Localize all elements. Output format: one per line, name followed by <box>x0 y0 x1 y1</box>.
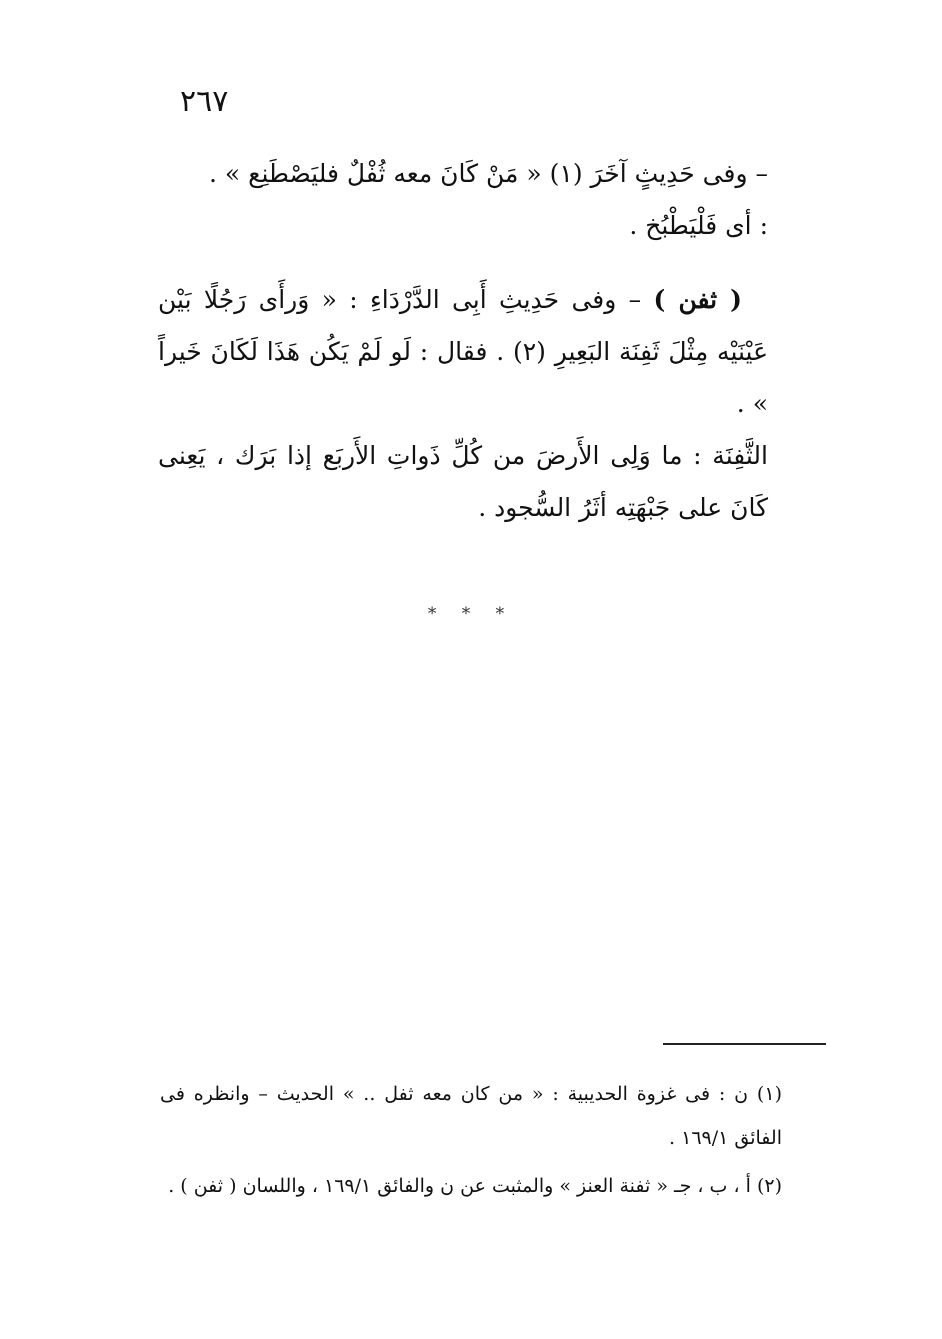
main-text <box>158 148 768 534</box>
gloss-line: : أى فَلْيَطْبُخ . <box>629 211 768 240</box>
footnote-2: (٢) أ ، ب ، جـ « ثفنة العنز » والمثبت عن ن والفائق ١٦٩/١ ، واللسان ( ثفن ) . <box>168 1175 782 1197</box>
entry-headword: ( ثفن ) <box>653 285 742 314</box>
entry-text: – وفى حَدِيثِ أَبِى الدَّرْدَاءِ : « وَرأَى رَجُلًا بَيْن عَيْنَيْه مِثْلَ ثَفِنَة البَعِيرِ (٢) . فقال : لَو لَمْ يَكُن هَذَا لَكَانَ خَيراً » . <box>158 285 769 418</box>
footnote-rule <box>663 1043 826 1045</box>
footnotes <box>160 1072 782 1212</box>
footnote-1: (١) ن : فى غزوة الحديبية : « من كان معه ثفل .. » الحديث – وانظره فى الفائق ١٦٩/١ . <box>160 1083 782 1149</box>
page-number: ٢٦٧ <box>180 84 229 119</box>
section-separator: * * * <box>427 604 515 624</box>
definition-paragraph: الثَّفِنَة : ما وَلِى الأَرضَ من كُلِّ ذَواتِ الأَربَع إذا بَرَك ، يَعِنى كَانَ على جَبْهَتِه أثَرُ السُّجود . <box>158 441 768 522</box>
hadith-line: – وفى حَدِيثٍ آخَرَ (١) « مَنْ كَانَ معه ثُفْلٌ فليَصْطَنِع » . <box>209 159 768 188</box>
entry-paragraph <box>158 274 768 430</box>
